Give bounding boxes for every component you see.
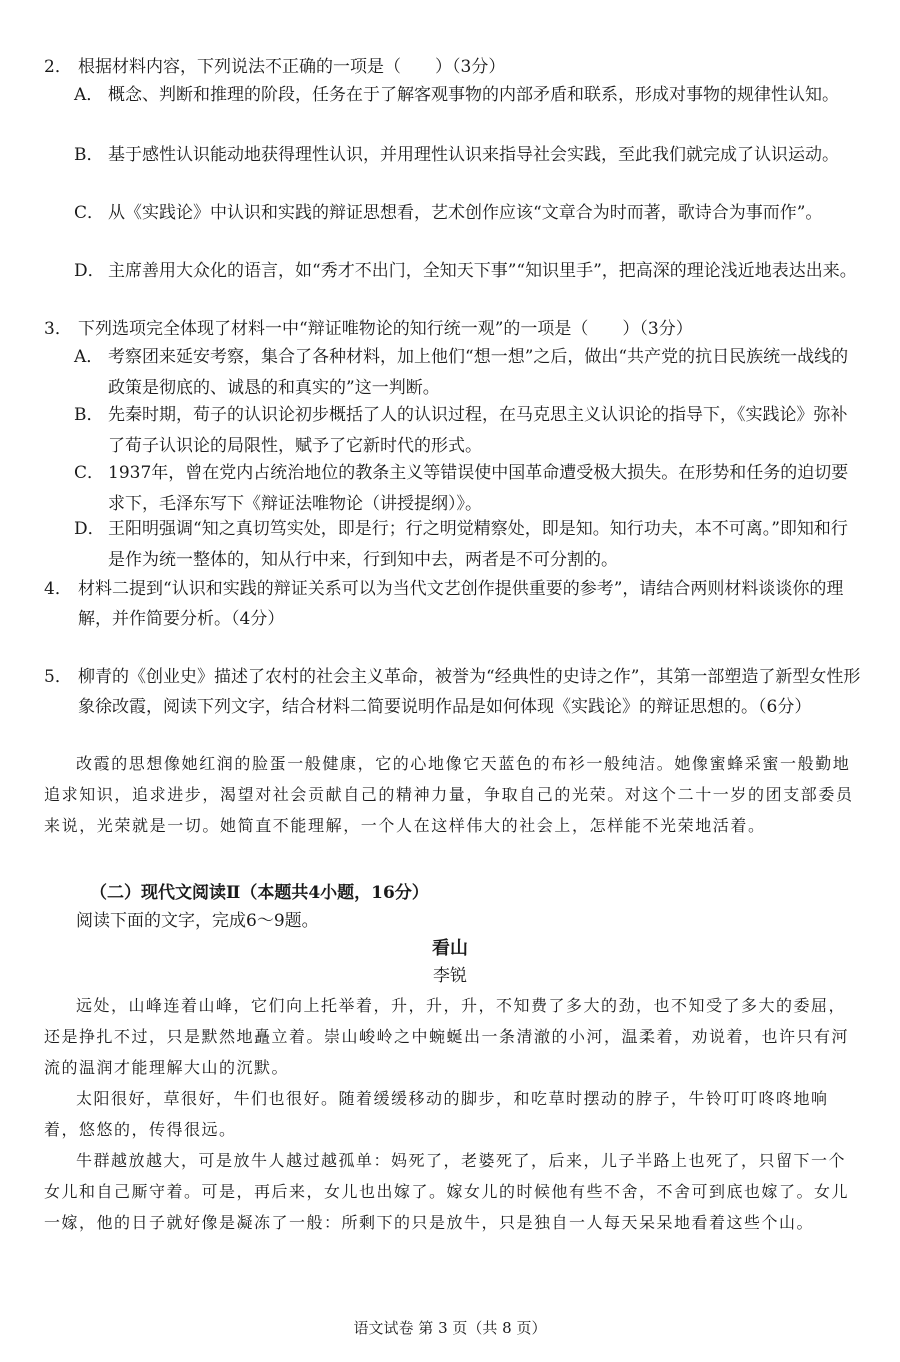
question-number: 2． (44, 57, 72, 77)
story-paragraph: 远处，山峰连着山峰，它们向上托举着，升，升，升，不知费了多大的劲，也不知受了多大的委屈，还是挣扎不过，只是默然地矗立着。崇山峻岭之中蜿蜒出一条清澈的小河，温柔着，劝说着，也许只有河流的温润才能理解大山的沉默。 (44, 996, 850, 1077)
option-text: 王阳明强调“知之真切笃实处，即是行；行之明觉精察处，即是知。知行功夫，本不可离。”即知和行是作为统一整体的，知从行中来，行到知中去，两者是不可分割的。 (108, 519, 848, 570)
question-2 (44, 52, 864, 82)
story-paragraph: 太阳很好，草很好，牛们也很好。随着缓缓移动的脚步，和吃草时摆动的脖子，牛铃叮叮咚咚地响着，悠悠的，传得很远。 (44, 1089, 829, 1139)
question-number: 3． (44, 319, 72, 339)
page-footer: 语文试卷 第 3 页（共 8 页） (353, 1319, 547, 1337)
option-3d (74, 514, 864, 576)
question-stem: 材料二提到“认识和实践的辩证关系可以为当代文艺创作提供重要的参考”，请结合两则材料谈谈你的理解，并作简要分析。（4分） (78, 579, 844, 629)
option-letter: C． (74, 203, 105, 223)
option-letter: B． (74, 145, 104, 165)
excerpt-paragraph: 改霞的思想像她红润的脸蛋一般健康，它的心地像它天蓝色的布衫一般纯洁。她像蜜蜂采蜜一般勤地追求知识，追求进步，渴望对社会贡献自己的精神力量，争取自己的光荣。对这个二十一岁的团支部委员来说，光荣就是一切。她简直不能理解，一个人在这样伟大的社会上，怎样能不光荣地活着。 (44, 754, 854, 835)
question-stem: 下列选项完全体现了材料一中“辩证唯物论的知行统一观”的一项是（ ）（3分） (78, 319, 693, 339)
story-author: 李锐 (433, 966, 467, 986)
option-text: 考察团来延安考察，集合了各种材料，加上他们“想一想”之后，做出“共产党的抗日民族统一战线的政策是彻底的、诚恳的和真实的”这一判断。 (108, 347, 849, 398)
question-stem: 柳青的《创业史》描述了农村的社会主义革命，被誉为“经典性的史诗之作”，其第一部塑造了新型女性形象徐改霞，阅读下列文字，结合材料二简要说明作品是如何体现《实践论》的辩证思想的。（6分） (78, 667, 861, 717)
novel-excerpt (44, 748, 864, 841)
option-text: 先秦时期，荀子的认识论初步概括了人的认识过程，在马克思主义认识论的指导下，《实践论》弥补了荀子认识论的局限性，赋予了它新时代的形式。 (108, 405, 848, 456)
question-5 (44, 662, 864, 722)
question-3 (44, 314, 864, 344)
option-letter: B． (74, 405, 104, 425)
option-2b (74, 140, 864, 171)
option-text: 从《实践论》中认识和实践的辩证思想看，艺术创作应该“文章合为时而著，歌诗合为事而作”。 (108, 203, 823, 223)
option-3c (74, 458, 864, 520)
option-text: 概念、判断和推理的阶段，任务在于了解客观事物的内部矛盾和联系，形成对事物的规律性认知。 (108, 85, 839, 105)
option-text: 1937年，曾在党内占统治地位的教条主义等错误使中国革命遭受极大损失。在形势和任务的迫切要求下，毛泽东写下《辩证法唯物论（讲授提纲）》。 (108, 463, 849, 514)
question-stem: 根据材料内容，下列说法不正确的一项是（ ）（3分） (78, 57, 506, 77)
option-letter: A． (74, 347, 104, 367)
question-number: 5． (44, 667, 72, 687)
section-instruction: 阅读下面的文字，完成6～9题。 (76, 911, 319, 931)
story-paragraph: 牛群越放越大，可是放牛人越过越孤单：妈死了，老婆死了，后来，儿子半路上也死了，只留下一个女儿和自己厮守着。可是，再后来，女儿也出嫁了。嫁女儿的时候他有些不舍，不舍可到底也嫁了。女儿一嫁，他的日子就好像是凝冻了一般：所剩下的只是放牛，只是独自一人每天呆呆地看着这些个山。 (44, 1151, 850, 1232)
option-2a (74, 80, 864, 111)
option-letter: A． (74, 85, 104, 105)
option-text: 基于感性认识能动地获得理性认识，并用理性认识来指导社会实践，至此我们就完成了认识运动。 (108, 145, 839, 165)
option-3a (74, 342, 864, 404)
option-letter: C． (74, 463, 105, 483)
option-2d (74, 256, 864, 287)
option-3b (74, 400, 864, 462)
option-text: 主席善用大众化的语言，如“秀才不出门，全知天下事”“知识里手”，把高深的理论浅近地表达出来。 (108, 261, 857, 281)
question-4 (44, 574, 864, 634)
option-letter: D． (74, 519, 105, 539)
question-number: 4． (44, 579, 72, 599)
option-letter: D． (74, 261, 105, 281)
story-body (44, 990, 862, 1238)
option-2c (74, 198, 864, 229)
story-title: 看山 (432, 938, 468, 959)
section-heading: （二）现代文阅读Ⅱ（本题共4小题，16分） (90, 883, 429, 903)
